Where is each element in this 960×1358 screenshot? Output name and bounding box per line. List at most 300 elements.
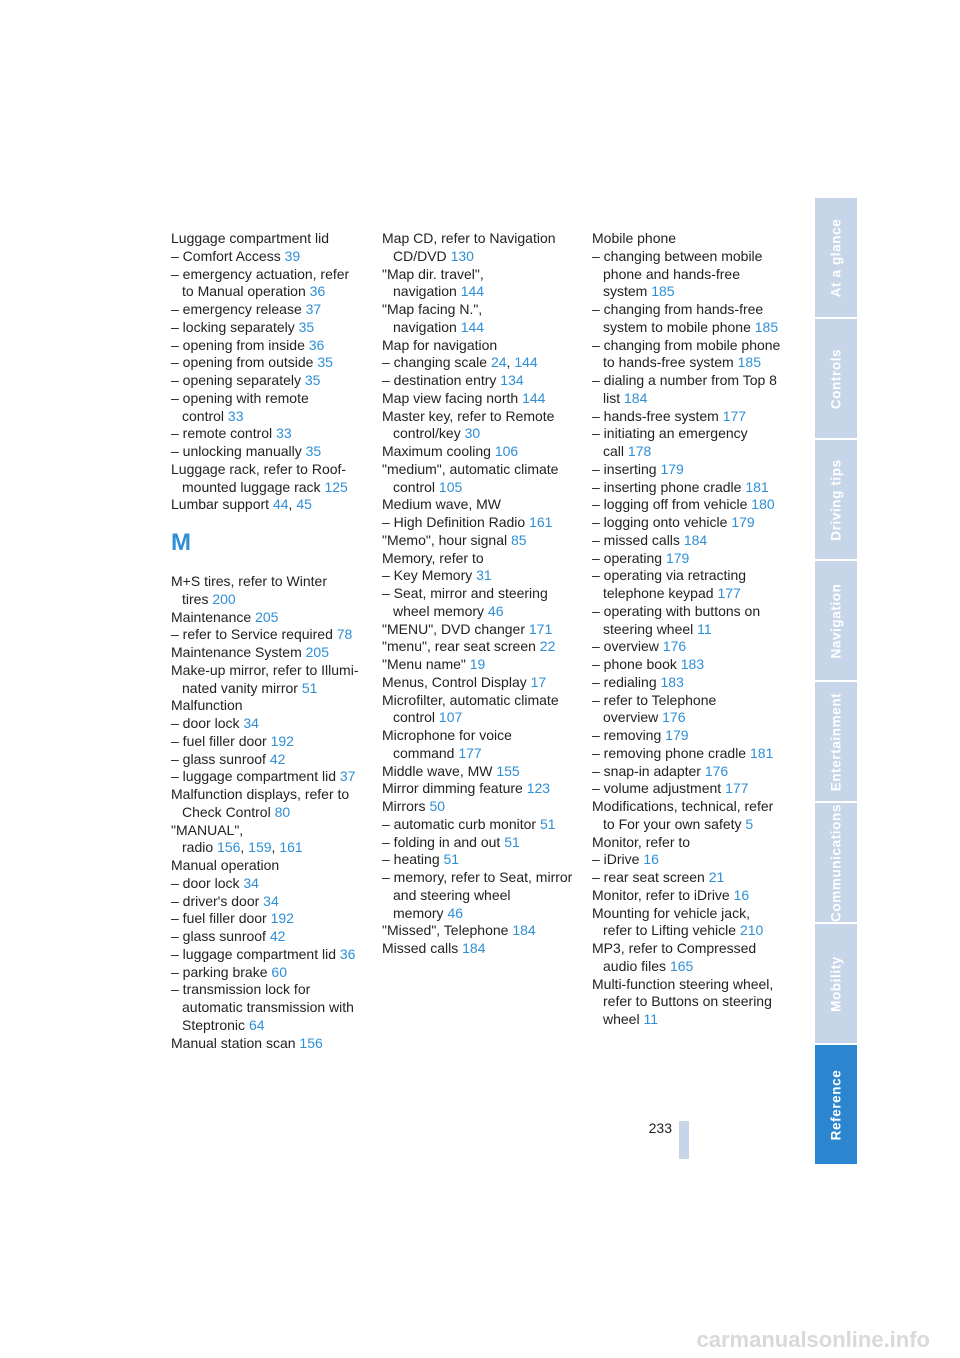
index-entry xyxy=(171,822,371,840)
index-entry-text: Menus, Control Display xyxy=(382,673,527,690)
page-reference-link[interactable]: 51 xyxy=(443,851,460,868)
page-reference-link[interactable]: 78 xyxy=(336,626,353,643)
index-entry xyxy=(592,798,792,816)
index-entry xyxy=(382,638,582,656)
index-entry-text: Luggage rack, refer to Roof- xyxy=(171,460,347,477)
page-reference-link[interactable]: 37 xyxy=(339,768,356,785)
index-entry-text: Map CD, refer to Navigation xyxy=(382,230,556,246)
page-reference-link[interactable]: 16 xyxy=(643,851,659,868)
index-entry-text: Malfunction displays, refer to xyxy=(171,786,350,802)
index-entry-text: to Manual operation xyxy=(182,283,306,300)
index-entry-text: "Menu name" xyxy=(382,656,466,672)
index-entry xyxy=(171,461,371,479)
page-reference-link[interactable]: 34 xyxy=(243,715,259,731)
index-entry xyxy=(592,922,792,940)
index-entry xyxy=(592,940,792,958)
index-entry-text: – Comfort Access xyxy=(171,247,281,264)
page-reference-link[interactable]: 185 xyxy=(737,354,761,371)
index-entry xyxy=(592,283,792,301)
section-tab-label: Navigation xyxy=(828,582,844,659)
index-entry-text: – driver's door xyxy=(171,892,260,909)
index-entry: Lumbar support 44, 45 xyxy=(171,496,312,513)
index-entry-text: Microphone for voice xyxy=(382,727,512,743)
section-tab-label: Mobility xyxy=(828,955,844,1012)
index-entry-text: Lumbar support xyxy=(171,496,270,513)
index-entry-text: Medium wave, MW xyxy=(382,496,502,513)
index-entry xyxy=(592,763,792,781)
index-entry-text: – transmission lock for xyxy=(171,981,311,998)
index-entry-text: nated vanity mirror xyxy=(182,679,298,696)
page-reference-link[interactable]: 159 xyxy=(248,839,272,856)
index-entry-text: – removing xyxy=(592,727,662,743)
index-entry xyxy=(171,875,371,893)
page-reference-link[interactable]: 50 xyxy=(429,798,446,814)
section-tabs xyxy=(815,198,857,1166)
page-reference-link[interactable]: 185 xyxy=(754,318,779,335)
index-entry xyxy=(592,621,792,639)
page-reference-link[interactable]: 165 xyxy=(669,957,694,974)
page-reference-link[interactable]: 35 xyxy=(317,354,333,371)
index-entry-text: control xyxy=(393,709,436,726)
page-reference-link[interactable]: 192 xyxy=(270,910,294,927)
page-reference-link[interactable]: 184 xyxy=(683,531,708,548)
page-reference-link[interactable]: 210 xyxy=(739,922,764,939)
index-entry-text: Mirrors xyxy=(382,798,426,814)
index-entry xyxy=(382,230,582,248)
index-entry xyxy=(171,804,371,822)
page-reference-link[interactable]: 33 xyxy=(276,425,292,442)
index-entry-text: Multi-function steering wheel, xyxy=(592,975,774,992)
index-entry-text: Modifications, technical, refer xyxy=(592,798,774,814)
index-entry xyxy=(382,727,582,745)
page-reference-link[interactable]: 51 xyxy=(504,833,520,850)
index-entry xyxy=(592,887,792,905)
page-reference-link[interactable]: 11 xyxy=(697,620,712,637)
index-entry xyxy=(382,603,582,621)
page-reference-link[interactable]: 178 xyxy=(627,443,652,459)
index-entry-text: – snap-in adapter xyxy=(592,762,701,779)
index-entry-text: – fuel filler door xyxy=(171,732,267,749)
page-reference-link[interactable]: 36 xyxy=(308,336,325,353)
index-entry-text: – iDrive xyxy=(592,851,640,868)
index-entry-text: to hands-free system xyxy=(603,354,734,371)
index-entry-text: Maintenance xyxy=(171,608,252,625)
page-reference-link[interactable]: 11 xyxy=(643,1011,659,1027)
index-entry-text: – missed calls xyxy=(592,531,680,548)
index-entry-text: Mobile phone xyxy=(592,230,677,246)
watermark: carmanualsonline.info xyxy=(696,1327,930,1352)
index-entry-text: – locking separately xyxy=(171,318,295,335)
page-reference-link[interactable]: 155 xyxy=(496,762,520,779)
index-entry xyxy=(382,461,582,479)
index-entry-text: CD/DVD xyxy=(393,247,447,264)
index-entry-text: navigation xyxy=(393,318,457,335)
page-reference-link[interactable]: 177 xyxy=(717,585,741,601)
index-entry-text: M+S tires, refer to Winter xyxy=(171,573,327,589)
index-entry-text: – opening from outside xyxy=(171,354,314,371)
index-entry xyxy=(171,301,371,319)
index-entry xyxy=(171,964,371,982)
page-reference-link[interactable]: 19 xyxy=(469,656,486,672)
page-reference-link[interactable]: 176 xyxy=(704,762,729,779)
page-reference-link[interactable]: 183 xyxy=(680,656,705,672)
index-entry xyxy=(171,425,371,443)
page-reference-link[interactable]: 21 xyxy=(708,869,725,885)
index-entry-text: and steering wheel xyxy=(393,886,511,903)
index-entry xyxy=(171,893,371,911)
index-entry xyxy=(382,887,582,905)
page-reference-link[interactable]: 37 xyxy=(305,301,322,317)
index-entry-text: MP3, refer to Compressed xyxy=(592,940,757,956)
index-entry-text: Monitor, refer to xyxy=(592,833,691,850)
page-reference-link[interactable]: 161 xyxy=(529,514,553,530)
page-reference-link[interactable]: 184 xyxy=(624,389,648,406)
index-entry xyxy=(171,697,371,715)
index-entry xyxy=(171,662,371,680)
section-tab-label: Entertainment xyxy=(828,692,844,791)
index-entry xyxy=(592,745,792,763)
page-reference-link[interactable]: 60 xyxy=(271,963,287,980)
page-reference-link[interactable]: 35 xyxy=(298,318,315,335)
page-reference-link[interactable]: 105 xyxy=(438,478,463,495)
index-entry: radio 156, 159, 161 xyxy=(182,839,303,856)
page-reference-link[interactable]: 179 xyxy=(731,514,755,530)
index-entry xyxy=(382,940,582,958)
index-entry xyxy=(382,816,582,834)
index-entry-text: – opening separately xyxy=(171,372,301,388)
index-entry-text: Map view facing north xyxy=(382,389,519,406)
index-entry-text: Maintenance System xyxy=(171,644,302,660)
page-reference-link[interactable]: 44 xyxy=(272,496,289,513)
index-entry xyxy=(171,981,371,999)
index-entry xyxy=(592,532,792,550)
page-reference-link[interactable]: 156 xyxy=(299,1034,323,1051)
index-entry-text: command xyxy=(393,744,455,761)
index-entry xyxy=(171,1017,371,1035)
page-reference-link[interactable]: 35 xyxy=(304,372,321,388)
index-entry xyxy=(592,301,792,319)
page-reference-link[interactable]: 123 xyxy=(526,780,551,797)
page-reference-link[interactable]: 125 xyxy=(324,478,348,495)
page-reference-link[interactable]: 177 xyxy=(458,744,482,761)
page-reference-link[interactable]: 31 xyxy=(476,567,492,584)
page-reference-link[interactable]: 184 xyxy=(512,922,536,939)
index-entry-text: "Memo", hour signal xyxy=(382,531,508,548)
index-entry-text: – luggage compartment lid xyxy=(171,945,336,962)
index-entry xyxy=(592,1011,792,1029)
index-entry-text: Manual station scan xyxy=(171,1034,296,1051)
page-reference-link[interactable]: 36 xyxy=(309,283,326,300)
index-entry xyxy=(592,976,792,994)
page-reference-link[interactable]: 181 xyxy=(745,478,769,495)
page-reference-link[interactable]: 176 xyxy=(662,638,687,655)
index-entry-text: Maximum cooling xyxy=(382,443,491,459)
index-entry-text: – changing from hands-free xyxy=(592,301,764,317)
page-reference-link[interactable]: 64 xyxy=(248,1016,265,1033)
page-reference-link[interactable]: 24 xyxy=(490,354,507,371)
index-entry-text: telephone keypad xyxy=(603,585,714,601)
index-entry xyxy=(382,283,582,301)
index-entry-text: wheel memory xyxy=(393,602,485,619)
page-reference-link[interactable]: 34 xyxy=(243,874,259,891)
index-entry-text: – heating xyxy=(382,851,440,868)
index-entry xyxy=(592,461,792,479)
index-entry-text: Mounting for vehicle jack, xyxy=(592,904,750,921)
section-tab-mobility[interactable] xyxy=(815,924,857,1045)
index-entry xyxy=(171,609,371,627)
index-entry xyxy=(171,337,371,355)
page-reference-link[interactable]: 184 xyxy=(462,940,486,956)
page-reference-link[interactable]: 179 xyxy=(665,727,689,743)
index-entry-text: overview xyxy=(603,709,659,726)
index-entry-text: – unlocking manually xyxy=(171,443,302,459)
index-entry-text: "menu", rear seat screen xyxy=(382,638,536,655)
index-entry-text: – High Definition Radio xyxy=(382,514,526,530)
section-tab-entertainment[interactable] xyxy=(815,682,857,803)
index-entry-text: – parking brake xyxy=(171,963,268,980)
index-entry xyxy=(592,443,792,461)
index-entry-text: Luggage compartment lid xyxy=(171,230,329,246)
index-entry-text: refer to Lifting vehicle xyxy=(603,922,737,939)
index-entry xyxy=(382,798,582,816)
index-entry-text: – emergency release xyxy=(171,301,302,317)
index-entry xyxy=(592,354,792,372)
index-entry-text: – automatic curb monitor xyxy=(382,815,537,832)
index-entry xyxy=(171,591,371,609)
index-column-2 xyxy=(382,230,582,958)
index-entry xyxy=(592,567,792,585)
index-entry-text: – glass sunroof xyxy=(171,750,266,767)
index-entry-text: list xyxy=(603,389,621,406)
index-entry xyxy=(382,319,582,337)
index-entry-text: call xyxy=(603,443,625,459)
index-entry-text: – opening from inside xyxy=(171,336,305,353)
index-entry xyxy=(171,230,371,248)
index-entry xyxy=(382,692,582,710)
index-entry-text: control/key xyxy=(393,425,461,442)
index-entry xyxy=(382,922,582,940)
page-reference-link[interactable]: 181 xyxy=(750,744,774,761)
page-number: 233 xyxy=(648,1120,672,1136)
page-reference-link[interactable]: 46 xyxy=(487,602,504,619)
index-entry xyxy=(592,496,792,514)
index-entry-text: Missed calls xyxy=(382,940,459,956)
index-entry xyxy=(592,780,792,798)
index-entry xyxy=(171,910,371,928)
page-reference-link[interactable]: 107 xyxy=(438,709,463,726)
index-entry xyxy=(382,408,582,426)
index-entry xyxy=(382,266,582,284)
index-entry-text: – redialing xyxy=(592,673,657,690)
section-tab-driving-tips[interactable] xyxy=(815,440,857,561)
section-tab-reference[interactable] xyxy=(815,1045,857,1166)
index-entry-text: "Map facing N.", xyxy=(382,301,483,317)
page-reference-link[interactable]: 45 xyxy=(296,496,312,513)
page-reference-link[interactable]: 171 xyxy=(528,620,553,637)
page-reference-link[interactable]: 177 xyxy=(725,780,749,797)
page-reference-link[interactable]: 33 xyxy=(227,407,244,424)
section-tab-controls[interactable] xyxy=(815,319,857,440)
page-reference-link[interactable]: 35 xyxy=(305,443,322,459)
index-entry-text: – removing phone cradle xyxy=(592,744,747,761)
page-reference-link[interactable]: 46 xyxy=(447,904,464,921)
index-entry xyxy=(171,573,371,591)
page-reference-link[interactable]: 144 xyxy=(514,354,538,371)
page-reference-link[interactable]: 30 xyxy=(464,425,481,442)
index-entry xyxy=(592,656,792,674)
index-entry-text: automatic transmission with xyxy=(182,999,354,1015)
index-entry xyxy=(592,851,792,869)
page-reference-link[interactable]: 34 xyxy=(263,892,279,909)
page-reference-link[interactable]: 180 xyxy=(751,496,775,513)
page-reference-link[interactable]: 179 xyxy=(660,460,684,477)
index-entry-text: – changing scale xyxy=(382,354,488,371)
index-entry-text: – memory, refer to Seat, mirror xyxy=(382,869,573,885)
index-entry-text: control xyxy=(393,478,436,495)
section-tab-navigation[interactable] xyxy=(815,561,857,682)
index-entry-text: "medium", automatic climate xyxy=(382,460,559,477)
page-reference-link[interactable]: 85 xyxy=(511,531,527,548)
index-entry xyxy=(382,834,582,852)
page-reference-link[interactable]: 42 xyxy=(269,750,286,767)
page-reference-link[interactable]: 192 xyxy=(270,732,294,749)
page-reference-link[interactable]: 144 xyxy=(460,318,485,335)
page-reference-link[interactable]: 42 xyxy=(269,928,286,944)
index-entry-text: – opening with remote xyxy=(171,389,309,406)
page-reference-link[interactable]: 144 xyxy=(522,389,546,406)
index-entry xyxy=(171,319,371,337)
index-entry xyxy=(171,354,371,372)
index-entry xyxy=(382,248,582,266)
page-reference-link[interactable]: 130 xyxy=(450,247,474,264)
page-reference-link[interactable]: 185 xyxy=(651,283,675,300)
index-entry-text: – dialing a number from Top 8 xyxy=(592,372,777,388)
index-entry-text: system xyxy=(603,283,648,300)
index-entry xyxy=(382,621,582,639)
page-reference-link[interactable]: 134 xyxy=(500,372,524,388)
index-entry xyxy=(592,674,792,692)
index-entry-text: memory xyxy=(393,904,444,921)
index-entry-text: audio files xyxy=(603,957,667,974)
index-entry xyxy=(592,585,792,603)
page-reference-link[interactable]: 5 xyxy=(745,815,754,832)
page-reference-link[interactable]: 51 xyxy=(539,815,556,832)
index-entry-text: – door lock xyxy=(171,874,240,891)
index-entry-text: control xyxy=(182,407,225,424)
index-entry xyxy=(382,709,582,727)
index-entry xyxy=(171,443,371,461)
index-entry xyxy=(171,644,371,662)
index-entry xyxy=(382,514,582,532)
page-reference-link[interactable]: 205 xyxy=(305,644,329,660)
index-entry-text: tires xyxy=(182,590,209,607)
index-entry xyxy=(592,337,792,355)
page-reference-link[interactable]: 179 xyxy=(665,549,690,566)
page-reference-link[interactable]: 16 xyxy=(733,886,750,903)
section-tab-at-a-glance[interactable] xyxy=(815,198,857,319)
index-entry xyxy=(171,372,371,390)
section-tab-communications[interactable] xyxy=(815,803,857,924)
page-reference-link[interactable]: 176 xyxy=(662,709,686,726)
page-reference-link[interactable]: 106 xyxy=(494,443,519,459)
index-entry xyxy=(171,928,371,946)
section-tab-label: Communications xyxy=(828,803,844,922)
index-entry-text: – folding in and out xyxy=(382,833,501,850)
index-entry xyxy=(592,834,792,852)
page-reference-link[interactable]: 51 xyxy=(301,679,318,696)
page-reference-link[interactable]: 205 xyxy=(255,608,279,625)
index-entry xyxy=(171,715,371,733)
index-entry xyxy=(171,408,371,426)
index-entry xyxy=(382,763,582,781)
index-entry-text: – rear seat screen xyxy=(592,869,705,885)
page-reference-link[interactable]: 144 xyxy=(460,283,485,300)
index-entry xyxy=(382,869,582,887)
page-reference-link[interactable]: 80 xyxy=(274,803,291,820)
index-entry xyxy=(382,585,582,603)
index-entry xyxy=(592,603,792,621)
index-entry-text: Check Control xyxy=(182,803,271,820)
page-reference-link[interactable]: 161 xyxy=(279,839,303,856)
index-entry xyxy=(592,727,792,745)
page-reference-link[interactable]: 36 xyxy=(339,945,356,962)
index-entry-text: – fuel filler door xyxy=(171,910,267,927)
index-entry xyxy=(592,319,792,337)
page-reference-link[interactable]: 17 xyxy=(530,673,547,690)
index-entry xyxy=(171,946,371,964)
page-reference-link[interactable]: 183 xyxy=(660,673,684,690)
index-entry xyxy=(592,266,792,284)
index-entry xyxy=(171,390,371,408)
index-entry xyxy=(171,999,371,1017)
index-entry xyxy=(592,479,792,497)
page-reference-link[interactable]: 200 xyxy=(212,590,236,607)
index-entry-text: to For your own safety xyxy=(603,815,742,832)
page-reference-link[interactable]: 177 xyxy=(722,407,747,424)
index-entry xyxy=(592,390,792,408)
index-entry-text: – phone book xyxy=(592,656,677,672)
page-reference-link[interactable]: 39 xyxy=(284,247,301,264)
index-entry xyxy=(171,733,371,751)
index-entry-text: Manual operation xyxy=(171,857,280,873)
page-reference-link[interactable]: 22 xyxy=(539,638,556,655)
index-entry-text: "MENU", DVD changer xyxy=(382,620,525,637)
index-entry-text: refer to Buttons on steering xyxy=(603,993,772,1010)
index-entry xyxy=(171,1035,371,1053)
index-entry xyxy=(382,745,582,763)
index-entry-text: Middle wave, MW xyxy=(382,762,493,779)
section-tab-label: Reference xyxy=(828,1069,844,1140)
index-entry xyxy=(382,372,582,390)
index-entry xyxy=(171,768,371,786)
index-entry xyxy=(382,780,582,798)
section-tab-label: Driving tips xyxy=(828,458,844,541)
index-entry xyxy=(382,479,582,497)
index-entry-text: navigation xyxy=(393,283,457,300)
index-entry xyxy=(592,958,792,976)
index-entry-text: – refer to Service required xyxy=(171,626,333,643)
index-entry-text: system to mobile phone xyxy=(603,318,751,335)
page-reference-link[interactable]: 156 xyxy=(217,839,241,856)
index-entry-text: "MANUAL", xyxy=(171,821,244,838)
index-entry xyxy=(382,851,582,869)
index-entry-text: – initiating an emergency xyxy=(592,425,748,442)
index-entry-text: – glass sunroof xyxy=(171,928,266,944)
index-entry xyxy=(592,248,792,266)
index-entry xyxy=(382,443,582,461)
index-entry xyxy=(592,514,792,532)
index-entry xyxy=(171,857,371,875)
